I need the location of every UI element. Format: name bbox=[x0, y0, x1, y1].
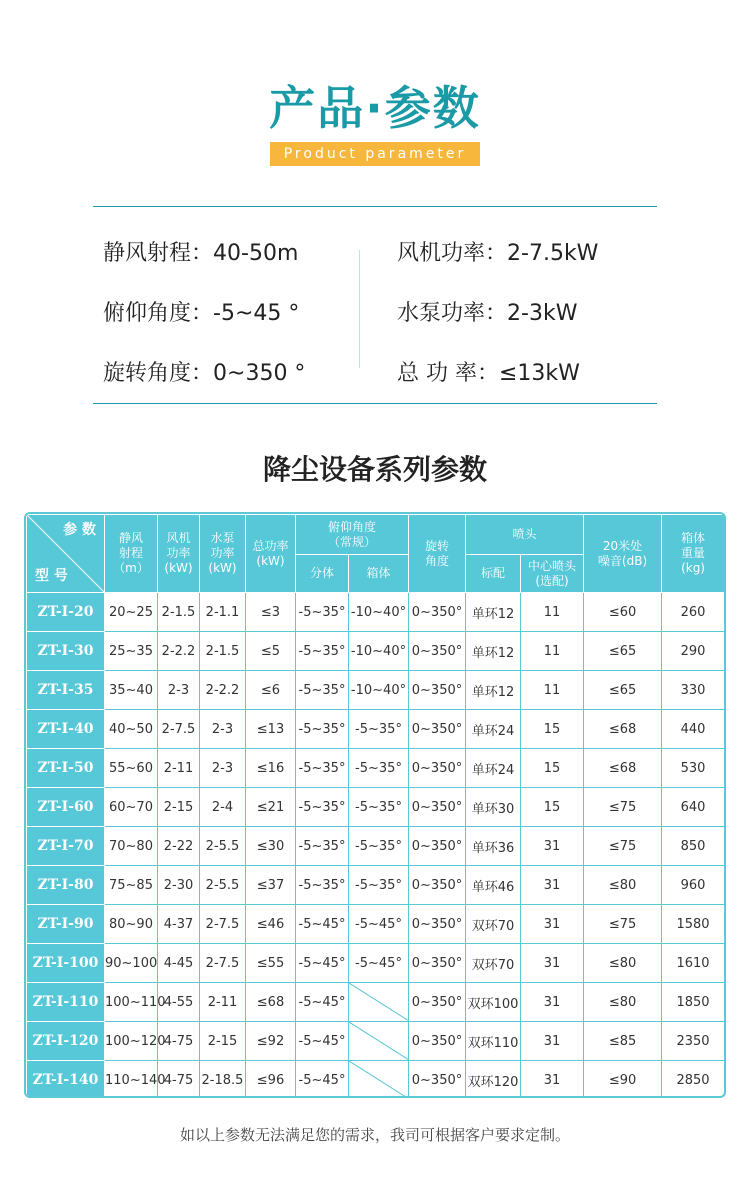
header-fan-power: 风机 功率 (kW) bbox=[158, 515, 200, 593]
cell-model: ZT-I-30 bbox=[27, 632, 105, 671]
cell-total-power: ≤37 bbox=[246, 866, 296, 905]
cell-weight: 640 bbox=[662, 788, 725, 827]
cell-range: 110~140 bbox=[105, 1061, 158, 1099]
cell-pitch-split: -5~35° bbox=[296, 749, 349, 788]
corner-label-model: 型 号 bbox=[35, 568, 68, 584]
table-row bbox=[27, 905, 725, 944]
cell-nozzle-center: 11 bbox=[521, 671, 584, 710]
cell-nozzle-standard: 双环70 bbox=[466, 905, 521, 944]
table-row bbox=[27, 593, 725, 632]
cell-pump-power: 2-3 bbox=[200, 749, 246, 788]
cell-rotation: 0~350° bbox=[409, 788, 466, 827]
cell-total-power: ≤5 bbox=[246, 632, 296, 671]
cell-fan-power: 4-37 bbox=[158, 905, 200, 944]
cell-noise: ≤65 bbox=[584, 671, 662, 710]
cell-nozzle-standard: 双环70 bbox=[466, 944, 521, 983]
cell-fan-power: 4-45 bbox=[158, 944, 200, 983]
header-pitch-box: 箱体 bbox=[349, 555, 409, 593]
cell-nozzle-standard: 双环100 bbox=[466, 983, 521, 1022]
cell-fan-power: 2-7.5 bbox=[158, 710, 200, 749]
cell-model: ZT-I-60 bbox=[27, 788, 105, 827]
cell-model: ZT-I-20 bbox=[27, 593, 105, 632]
cell-weight: 2350 bbox=[662, 1022, 725, 1061]
cell-pitch-box: -5~35° bbox=[349, 866, 409, 905]
cell-nozzle-center: 31 bbox=[521, 827, 584, 866]
cell-noise: ≤75 bbox=[584, 827, 662, 866]
empty-cell-diagonal bbox=[349, 1061, 409, 1098]
cell-nozzle-standard: 单环30 bbox=[466, 788, 521, 827]
cell-pitch-split: -5~35° bbox=[296, 710, 349, 749]
cell-nozzle-standard: 单环24 bbox=[466, 749, 521, 788]
cell-pitch-box: -10~40° bbox=[349, 632, 409, 671]
cell-pump-power: 2-2.2 bbox=[200, 671, 246, 710]
cell-pump-power: 2-15 bbox=[200, 1022, 246, 1061]
empty-cell-diagonal bbox=[349, 1022, 409, 1060]
cell-pitch-box-empty bbox=[349, 983, 409, 1022]
cell-total-power: ≤21 bbox=[246, 788, 296, 827]
cell-noise: ≤68 bbox=[584, 749, 662, 788]
cell-pitch-box-empty bbox=[349, 1022, 409, 1061]
spec-item-rotation: 旋转角度：0~350 ° bbox=[103, 361, 306, 386]
cell-weight: 1580 bbox=[662, 905, 725, 944]
cell-pitch-box-empty bbox=[349, 1061, 409, 1099]
cell-noise: ≤80 bbox=[584, 983, 662, 1022]
cell-pitch-box: -5~35° bbox=[349, 710, 409, 749]
cell-nozzle-standard: 单环36 bbox=[466, 827, 521, 866]
cell-pitch-box: -5~45° bbox=[349, 905, 409, 944]
cell-fan-power: 2-15 bbox=[158, 788, 200, 827]
cell-noise: ≤80 bbox=[584, 944, 662, 983]
header-pitch-split: 分体 bbox=[296, 555, 349, 593]
cell-pump-power: 2-7.5 bbox=[200, 944, 246, 983]
table-row bbox=[27, 983, 725, 1022]
cell-fan-power: 2-22 bbox=[158, 827, 200, 866]
cell-nozzle-standard: 单环12 bbox=[466, 593, 521, 632]
cell-model: ZT-I-90 bbox=[27, 905, 105, 944]
cell-fan-power: 2-11 bbox=[158, 749, 200, 788]
cell-weight: 1610 bbox=[662, 944, 725, 983]
spec-item-pitch: 俯仰角度：-5~45 ° bbox=[103, 301, 300, 326]
cell-noise: ≤75 bbox=[584, 788, 662, 827]
header-weight: 箱体 重量 (kg) bbox=[662, 515, 725, 593]
cell-weight: 2850 bbox=[662, 1061, 725, 1099]
header-total-power: 总功率 (kW) bbox=[246, 515, 296, 593]
cell-weight: 290 bbox=[662, 632, 725, 671]
cell-nozzle-center: 31 bbox=[521, 944, 584, 983]
params-table-body bbox=[27, 593, 725, 1099]
cell-rotation: 0~350° bbox=[409, 905, 466, 944]
cell-rotation: 0~350° bbox=[409, 632, 466, 671]
cell-pump-power: 2-18.5 bbox=[200, 1061, 246, 1099]
cell-model: ZT-I-110 bbox=[27, 983, 105, 1022]
cell-noise: ≤90 bbox=[584, 1061, 662, 1099]
spec-divider bbox=[359, 250, 360, 368]
cell-pitch-split: -5~45° bbox=[296, 905, 349, 944]
cell-rotation: 0~350° bbox=[409, 710, 466, 749]
cell-pump-power: 2-1.1 bbox=[200, 593, 246, 632]
cell-total-power: ≤16 bbox=[246, 749, 296, 788]
header-pitch: 俯仰角度 （常规） bbox=[296, 515, 409, 555]
cell-range: 40~50 bbox=[105, 710, 158, 749]
customization-note: 如以上参数无法满足您的需求，我司可根据客户要求定制。 bbox=[179, 1126, 570, 1144]
cell-range: 75~85 bbox=[105, 866, 158, 905]
cell-pump-power: 2-5.5 bbox=[200, 866, 246, 905]
table-row bbox=[27, 788, 725, 827]
cell-fan-power: 2-3 bbox=[158, 671, 200, 710]
cell-nozzle-center: 31 bbox=[521, 1061, 584, 1099]
cell-nozzle-center: 31 bbox=[521, 866, 584, 905]
cell-nozzle-center: 15 bbox=[521, 788, 584, 827]
cell-nozzle-center: 15 bbox=[521, 749, 584, 788]
empty-cell-diagonal bbox=[349, 983, 409, 1021]
cell-total-power: ≤6 bbox=[246, 671, 296, 710]
cell-rotation: 0~350° bbox=[409, 944, 466, 983]
cell-model: ZT-I-70 bbox=[27, 827, 105, 866]
cell-pitch-split: -5~45° bbox=[296, 1061, 349, 1099]
cell-noise: ≤80 bbox=[584, 866, 662, 905]
cell-pitch-split: -5~35° bbox=[296, 788, 349, 827]
header-nozzle: 喷头 bbox=[466, 515, 584, 555]
cell-range: 70~80 bbox=[105, 827, 158, 866]
cell-fan-power: 2-2.2 bbox=[158, 632, 200, 671]
cell-pitch-box: -10~40° bbox=[349, 671, 409, 710]
cell-weight: 530 bbox=[662, 749, 725, 788]
cell-range: 35~40 bbox=[105, 671, 158, 710]
cell-range: 100~120 bbox=[105, 1022, 158, 1061]
cell-nozzle-standard: 单环12 bbox=[466, 632, 521, 671]
header-nozzle-standard: 标配 bbox=[466, 555, 521, 593]
cell-fan-power: 4-75 bbox=[158, 1061, 200, 1099]
spec-summary bbox=[93, 206, 657, 404]
cell-nozzle-standard: 双环120 bbox=[466, 1061, 521, 1099]
spec-item-fan-power: 风机功率：2-7.5kW bbox=[397, 241, 599, 266]
cell-pump-power: 2-11 bbox=[200, 983, 246, 1022]
cell-noise: ≤60 bbox=[584, 593, 662, 632]
cell-range: 90~100 bbox=[105, 944, 158, 983]
table-row bbox=[27, 671, 725, 710]
cell-pitch-split: -5~35° bbox=[296, 593, 349, 632]
params-table bbox=[26, 514, 725, 1098]
corner-header bbox=[27, 515, 105, 593]
cell-pitch-split: -5~35° bbox=[296, 632, 349, 671]
cell-fan-power: 4-55 bbox=[158, 983, 200, 1022]
header-pump-power: 水泵 功率 (kW) bbox=[200, 515, 246, 593]
cell-pitch-box: -5~45° bbox=[349, 944, 409, 983]
cell-rotation: 0~350° bbox=[409, 866, 466, 905]
header-rotation: 旋转 角度 bbox=[409, 515, 466, 593]
cell-pitch-split: -5~45° bbox=[296, 944, 349, 983]
cell-range: 60~70 bbox=[105, 788, 158, 827]
table-row bbox=[27, 749, 725, 788]
cell-model: ZT-I-50 bbox=[27, 749, 105, 788]
cell-total-power: ≤55 bbox=[246, 944, 296, 983]
cell-nozzle-center: 31 bbox=[521, 905, 584, 944]
header-range: 静风 射程 （m） bbox=[105, 515, 158, 593]
cell-pitch-box: -10~40° bbox=[349, 593, 409, 632]
cell-pitch-box: -5~35° bbox=[349, 827, 409, 866]
cell-nozzle-standard: 单环12 bbox=[466, 671, 521, 710]
table-row bbox=[27, 866, 725, 905]
cell-fan-power: 2-1.5 bbox=[158, 593, 200, 632]
spec-bottom-rule bbox=[93, 403, 657, 404]
cell-pump-power: 2-5.5 bbox=[200, 827, 246, 866]
cell-nozzle-standard: 单环24 bbox=[466, 710, 521, 749]
spec-item-range: 静风射程：40-50m bbox=[103, 241, 299, 266]
table-row bbox=[27, 1061, 725, 1099]
cell-pitch-split: -5~45° bbox=[296, 983, 349, 1022]
cell-pitch-box: -5~35° bbox=[349, 749, 409, 788]
table-row bbox=[27, 944, 725, 983]
cell-pump-power: 2-7.5 bbox=[200, 905, 246, 944]
cell-rotation: 0~350° bbox=[409, 593, 466, 632]
cell-nozzle-center: 15 bbox=[521, 710, 584, 749]
cell-total-power: ≤92 bbox=[246, 1022, 296, 1061]
cell-nozzle-standard: 单环46 bbox=[466, 866, 521, 905]
cell-nozzle-center: 31 bbox=[521, 983, 584, 1022]
cell-weight: 1850 bbox=[662, 983, 725, 1022]
header-noise: 20米处 噪音(dB) bbox=[584, 515, 662, 593]
params-table-container bbox=[24, 512, 726, 1098]
cell-range: 20~25 bbox=[105, 593, 158, 632]
cell-nozzle-center: 31 bbox=[521, 1022, 584, 1061]
cell-model: ZT-I-40 bbox=[27, 710, 105, 749]
cell-total-power: ≤13 bbox=[246, 710, 296, 749]
cell-range: 100~110 bbox=[105, 983, 158, 1022]
cell-weight: 960 bbox=[662, 866, 725, 905]
cell-model: ZT-I-120 bbox=[27, 1022, 105, 1061]
cell-model: ZT-I-35 bbox=[27, 671, 105, 710]
corner-label-params: 参 数 bbox=[63, 522, 96, 538]
cell-rotation: 0~350° bbox=[409, 671, 466, 710]
cell-pitch-box: -5~35° bbox=[349, 788, 409, 827]
cell-fan-power: 2-30 bbox=[158, 866, 200, 905]
cell-pitch-split: -5~35° bbox=[296, 671, 349, 710]
cell-total-power: ≤46 bbox=[246, 905, 296, 944]
cell-pump-power: 2-4 bbox=[200, 788, 246, 827]
cell-noise: ≤75 bbox=[584, 905, 662, 944]
cell-nozzle-center: 11 bbox=[521, 632, 584, 671]
cell-nozzle-center: 11 bbox=[521, 593, 584, 632]
cell-range: 55~60 bbox=[105, 749, 158, 788]
table-row bbox=[27, 827, 725, 866]
cell-nozzle-standard: 双环110 bbox=[466, 1022, 521, 1061]
header-nozzle-center: 中心喷头 (选配) bbox=[521, 555, 584, 593]
cell-rotation: 0~350° bbox=[409, 827, 466, 866]
table-row bbox=[27, 632, 725, 671]
table-row bbox=[27, 1022, 725, 1061]
spec-item-total-power: 总 功 率：≤13kW bbox=[397, 361, 580, 386]
cell-range: 25~35 bbox=[105, 632, 158, 671]
cell-weight: 330 bbox=[662, 671, 725, 710]
cell-rotation: 0~350° bbox=[409, 1061, 466, 1099]
cell-range: 80~90 bbox=[105, 905, 158, 944]
cell-total-power: ≤68 bbox=[246, 983, 296, 1022]
page-subtitle-badge: Product parameter bbox=[270, 142, 480, 166]
spec-item-pump-power: 水泵功率：2-3kW bbox=[397, 301, 578, 326]
cell-pitch-split: -5~35° bbox=[296, 866, 349, 905]
cell-rotation: 0~350° bbox=[409, 1022, 466, 1061]
cell-rotation: 0~350° bbox=[409, 983, 466, 1022]
table-title: 降尘设备系列参数 bbox=[262, 453, 487, 486]
cell-fan-power: 4-75 bbox=[158, 1022, 200, 1061]
cell-weight: 440 bbox=[662, 710, 725, 749]
cell-model: ZT-I-100 bbox=[27, 944, 105, 983]
cell-pitch-split: -5~45° bbox=[296, 1022, 349, 1061]
cell-total-power: ≤3 bbox=[246, 593, 296, 632]
cell-noise: ≤65 bbox=[584, 632, 662, 671]
cell-noise: ≤68 bbox=[584, 710, 662, 749]
cell-weight: 850 bbox=[662, 827, 725, 866]
cell-pitch-split: -5~35° bbox=[296, 827, 349, 866]
cell-total-power: ≤30 bbox=[246, 827, 296, 866]
cell-rotation: 0~350° bbox=[409, 749, 466, 788]
cell-total-power: ≤96 bbox=[246, 1061, 296, 1099]
spec-top-rule bbox=[93, 206, 657, 207]
cell-model: ZT-I-140 bbox=[27, 1061, 105, 1099]
table-row bbox=[27, 710, 725, 749]
cell-pump-power: 2-1.5 bbox=[200, 632, 246, 671]
page-title: 产品·参数 bbox=[269, 81, 481, 135]
cell-model: ZT-I-80 bbox=[27, 866, 105, 905]
cell-pump-power: 2-3 bbox=[200, 710, 246, 749]
cell-noise: ≤85 bbox=[584, 1022, 662, 1061]
cell-weight: 260 bbox=[662, 593, 725, 632]
